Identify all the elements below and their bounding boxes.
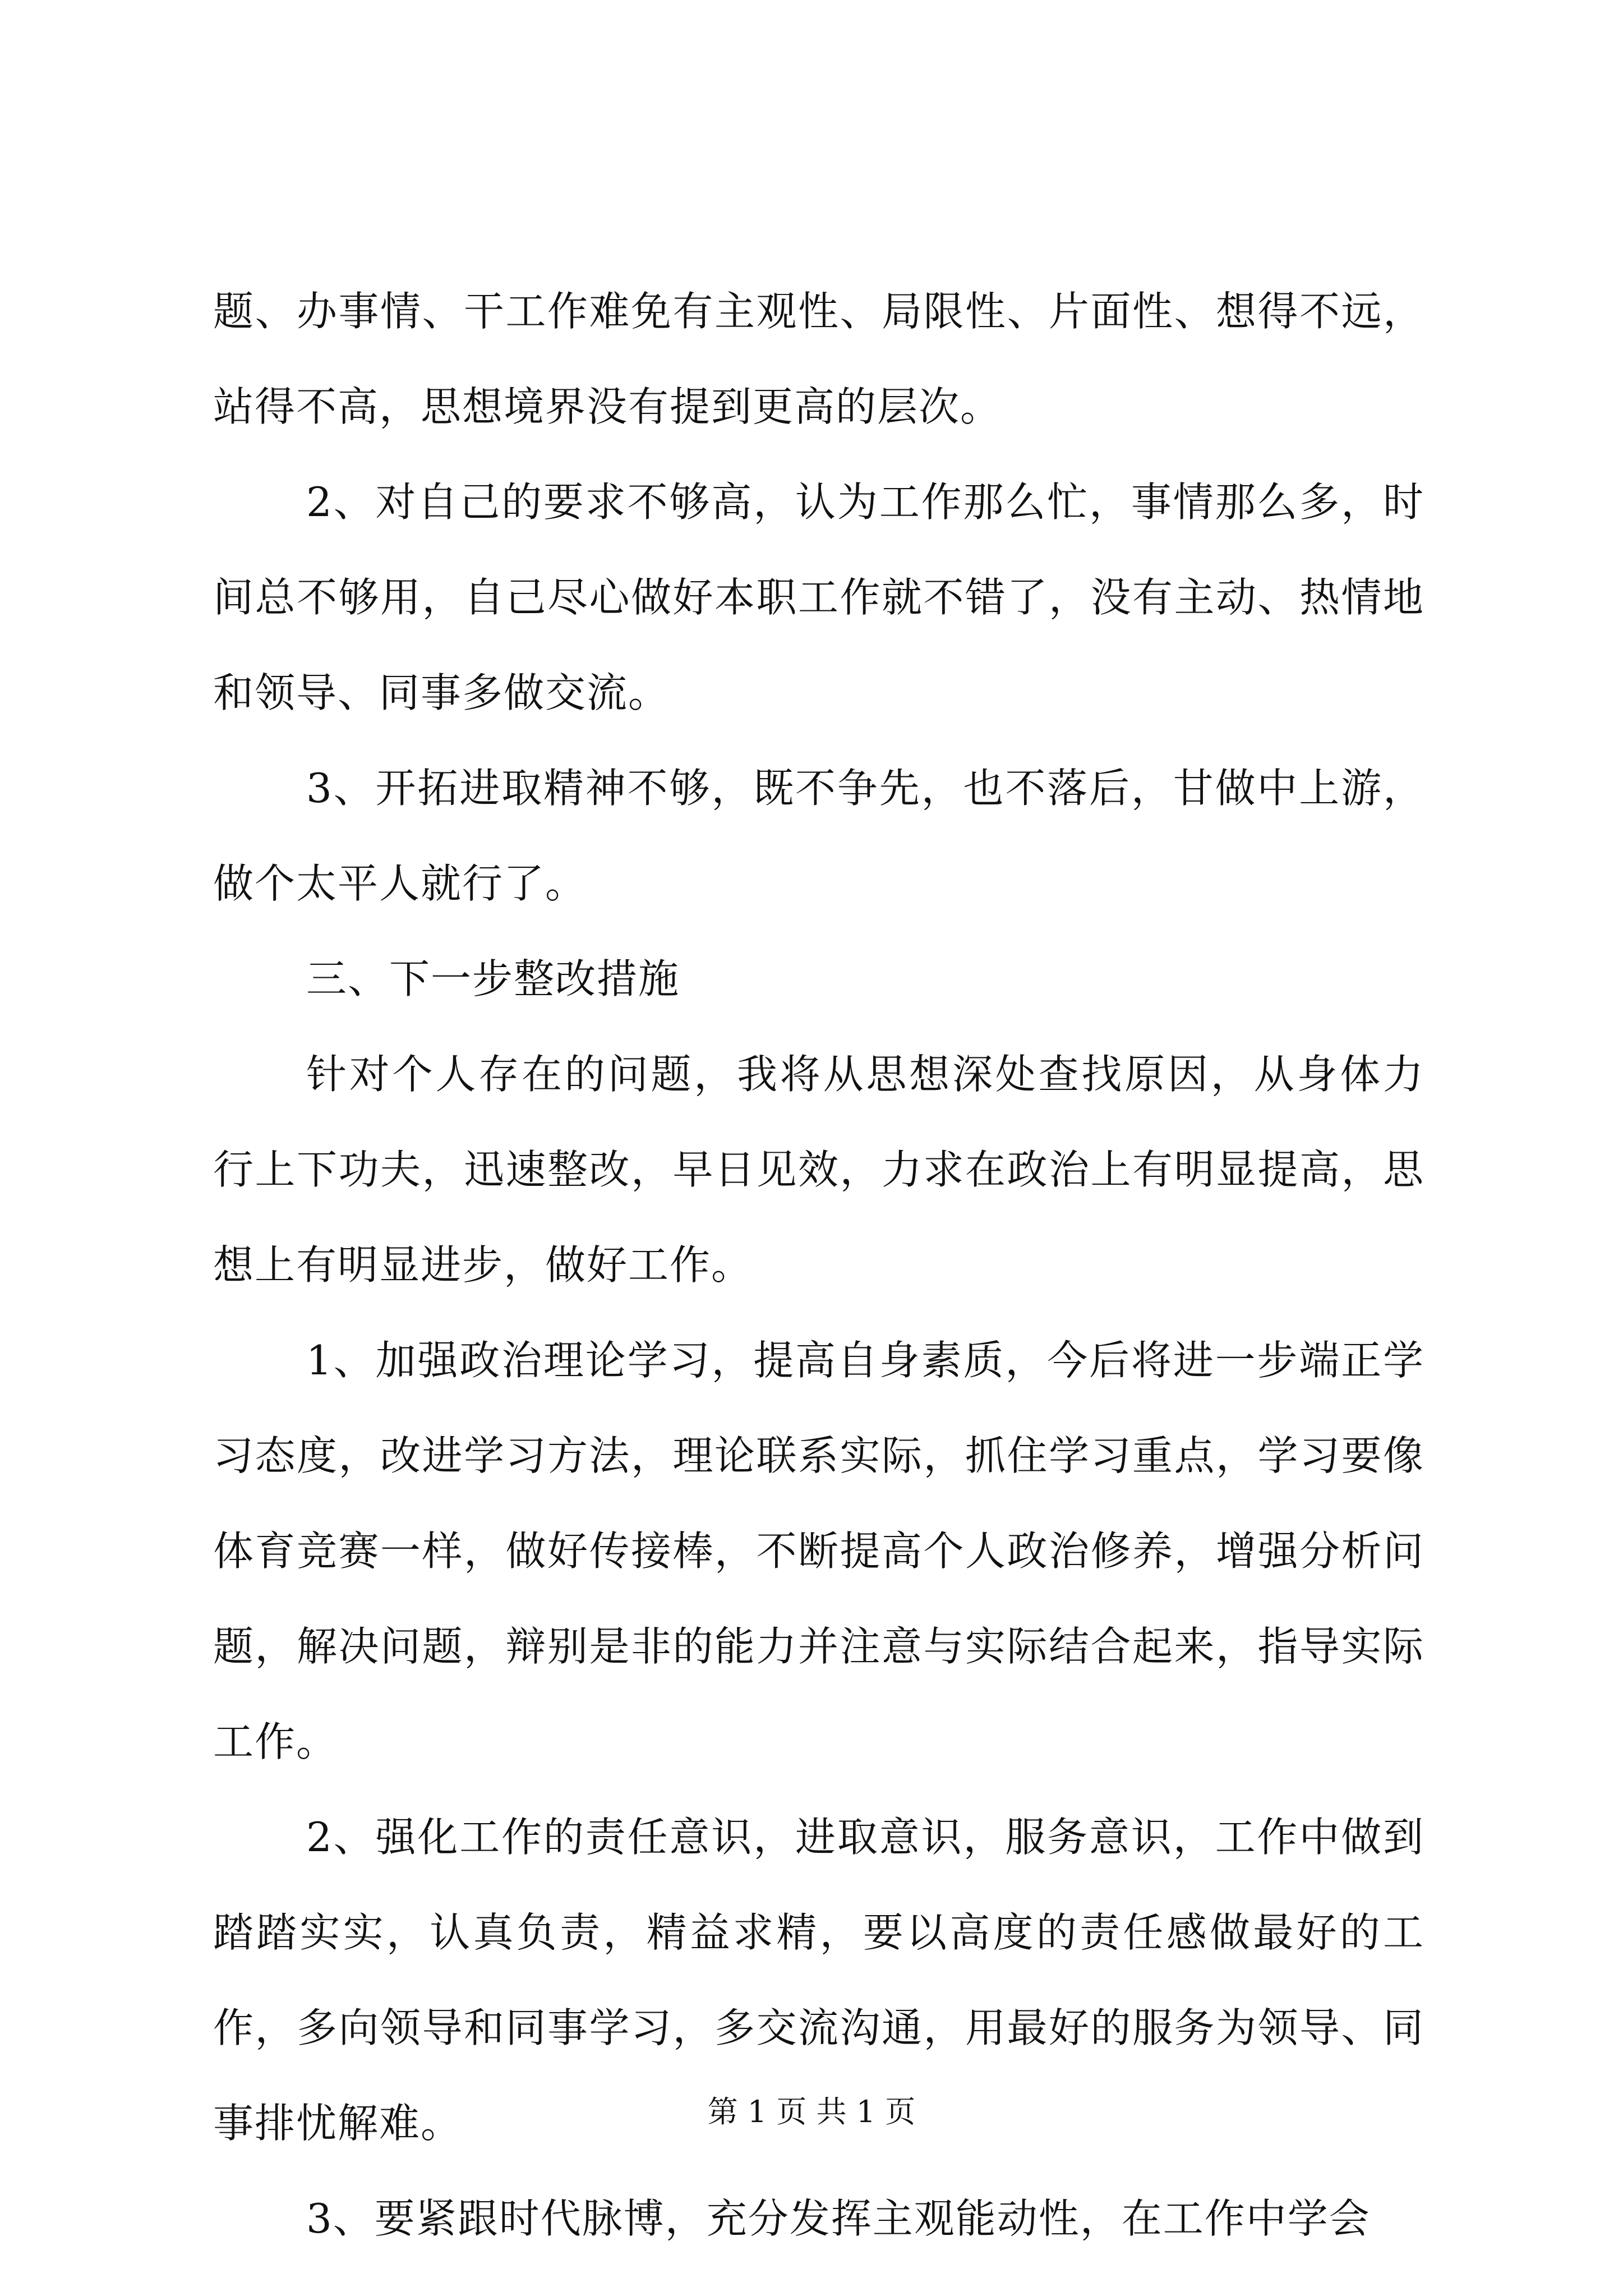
- page-number-label: 第 1 页 共 1 页: [707, 2094, 916, 2129]
- page-footer: [0, 2092, 1623, 2132]
- paragraph-item-3: 3、开拓进取精神不够，既不争先，也不落后，甘做中上游，做个太平人就行了。: [213, 765, 1424, 907]
- measure-item-2: 2、强化工作的责任意识，进取意识，服务意识，工作中做到踏踏实实，认真负责，精益求精，要以高度的责任感做最好的工作，多向领导和同事学习，多交流沟通，用最好的服务为领导、同事排忧解难。: [213, 1814, 1424, 2147]
- paragraph-continuation: 题、办事情、干工作难免有主观性、局限性、片面性、想得不远，站得不高，思想境界没有提到更高的层次。: [213, 288, 1424, 430]
- measure-item-3: 3、要紧跟时代脉博，充分发挥主观能动性，在工作中学会: [306, 2195, 1371, 2242]
- paragraph-item-2: 2、对自己的要求不够高，认为工作那么忙，事情那么多，时间总不够用，自己尽心做好本职工作就不错了，没有主动、热情地和领导、同事多做交流。: [213, 478, 1424, 716]
- document-body: [213, 264, 1424, 2266]
- measure-item-1: 1、加强政治理论学习，提高自身素质，今后将进一步端正学习态度，改进学习方法，理论联系实际，抓住学习重点，学习要像体育竞赛一样，做好传接棒，不断提高个人政治修养，增强分析问题，解决问题，辩别是非的能力并注意与实际结合起来，指导实际工作。: [213, 1337, 1424, 1765]
- section-intro-paragraph: 针对个人存在的问题，我将从思想深处查找原因，从身体力行上下功夫，迅速整改，早日见效，力求在政治上有明显提高，思想上有明显进步，做好工作。: [213, 1051, 1424, 1289]
- section-heading: 三、下一步整改措施: [306, 955, 680, 1002]
